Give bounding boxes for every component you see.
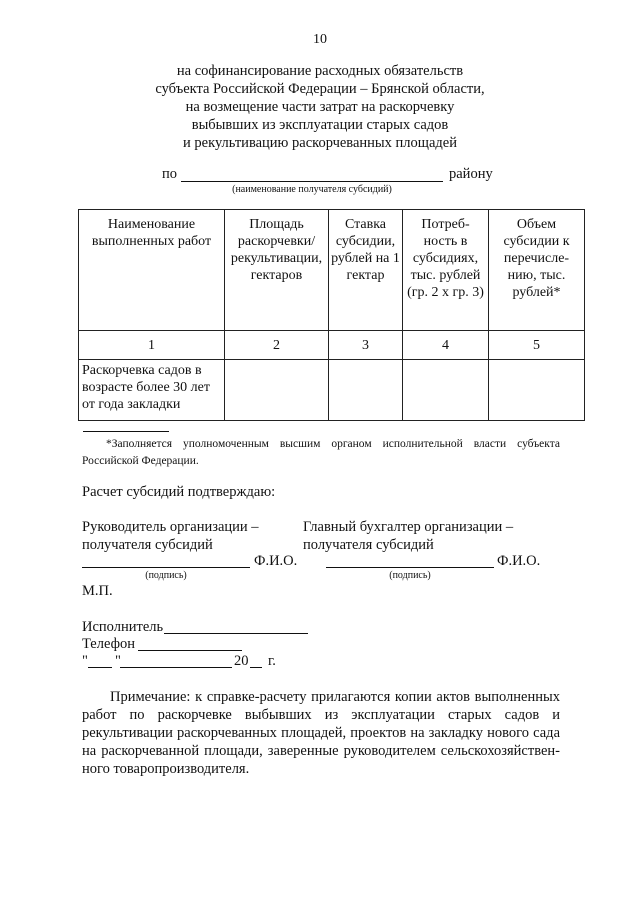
title-line-1: на софинансирование расходных обязательств: [176, 63, 464, 79]
date-year-suffix: г.: [268, 653, 276, 669]
cell-rate-value[interactable]: [329, 360, 403, 421]
column-number: 1: [79, 331, 225, 360]
phone-label: Телефон: [82, 636, 135, 652]
column-number: 3: [329, 331, 403, 360]
footnote: *Заполняется уполномоченным высшим органом исполнительной власти субъекта Российской Федерации.: [82, 438, 560, 467]
header-cell-area: Площадь раскорчевки/ рекультивации, гектаров: [225, 210, 329, 331]
table-header-row: [79, 210, 585, 331]
date-quote-open: ": [82, 653, 88, 669]
column-number: 4: [403, 331, 489, 360]
date-month-field[interactable]: [120, 667, 232, 668]
recipient-blank-field[interactable]: [181, 181, 443, 182]
head-signature-title: [82, 518, 259, 554]
accountant-title-line-1: Главный бухгалтер организации –: [303, 519, 514, 535]
head-title-line-1: Руководитель организации –: [82, 519, 259, 535]
title-line-3: на возмещение части затрат на раскорчевку: [185, 99, 455, 115]
header-cell-amount: Объем субсидии к перечисле- нию, тыс. рублей*: [489, 210, 585, 331]
head-signature-hint: (подпись): [145, 570, 187, 581]
recipient-prefix: по: [162, 166, 178, 182]
accountant-signature-hint: (подпись): [389, 570, 431, 581]
phone-field[interactable]: [138, 650, 242, 651]
head-signature-line[interactable]: [82, 567, 250, 568]
title-line-5: и рекультивацию раскорчеванных площадей: [183, 135, 457, 151]
date-quote-close: ": [115, 653, 121, 669]
cell-work-name: Раскорчевка садов в возрасте более 30 лет от года закладки: [79, 360, 225, 421]
column-number: 5: [489, 331, 585, 360]
head-fio-label: Ф.И.О.: [254, 553, 298, 569]
accountant-signature-title: [303, 518, 513, 554]
recipient-suffix: району: [449, 166, 493, 182]
table-row: [79, 360, 585, 421]
executor-field[interactable]: [164, 633, 308, 634]
date-year-field[interactable]: [250, 667, 262, 668]
title-line-2: субъекта Российской Федерации – Брянской области,: [155, 81, 485, 97]
recipient-hint: (наименование получателя субсидий): [232, 184, 392, 195]
head-title-line-2: получателя субсидий: [82, 537, 213, 553]
column-number: 2: [225, 331, 329, 360]
cell-amount-value[interactable]: [489, 360, 585, 421]
confirmation-text: Расчет субсидий подтверждаю:: [82, 484, 276, 500]
cell-need-value[interactable]: [403, 360, 489, 421]
note-paragraph: Примечание: к справке-расчету прилагаются копии актов выполненных работ по раскорчевке выбывших из эксплуатации старых садов и рекультивации раскорчеванных площадей, проектов на закладку нового сада на раскорчеванной площади, заверенные руководителем сельскохозяйствен-ного товаропроизводителя.: [82, 689, 560, 777]
date-day-field[interactable]: [88, 667, 112, 668]
subsidy-table: [78, 209, 585, 421]
document-title: [100, 62, 540, 152]
table-number-row: [79, 331, 585, 360]
page-number: 10: [313, 32, 327, 47]
header-cell-need: Потреб- ность в субсидиях, тыс. рублей (гр. 2 x гр. 3): [403, 210, 489, 331]
title-line-4: выбывших из эксплуатации старых садов: [191, 117, 449, 133]
accountant-fio-label: Ф.И.О.: [497, 553, 541, 569]
date-year-prefix: 20: [234, 653, 249, 669]
header-cell-works: Наименование выполненных работ: [79, 210, 225, 331]
footnote-divider: [83, 431, 169, 432]
cell-area-value[interactable]: [225, 360, 329, 421]
executor-label: Исполнитель: [82, 619, 164, 635]
accountant-title-line-2: получателя субсидий: [303, 537, 434, 553]
header-cell-rate: Ставка субсидии, рублей на 1 гектар: [329, 210, 403, 331]
accountant-signature-line[interactable]: [326, 567, 494, 568]
stamp-place-label: М.П.: [82, 583, 113, 599]
